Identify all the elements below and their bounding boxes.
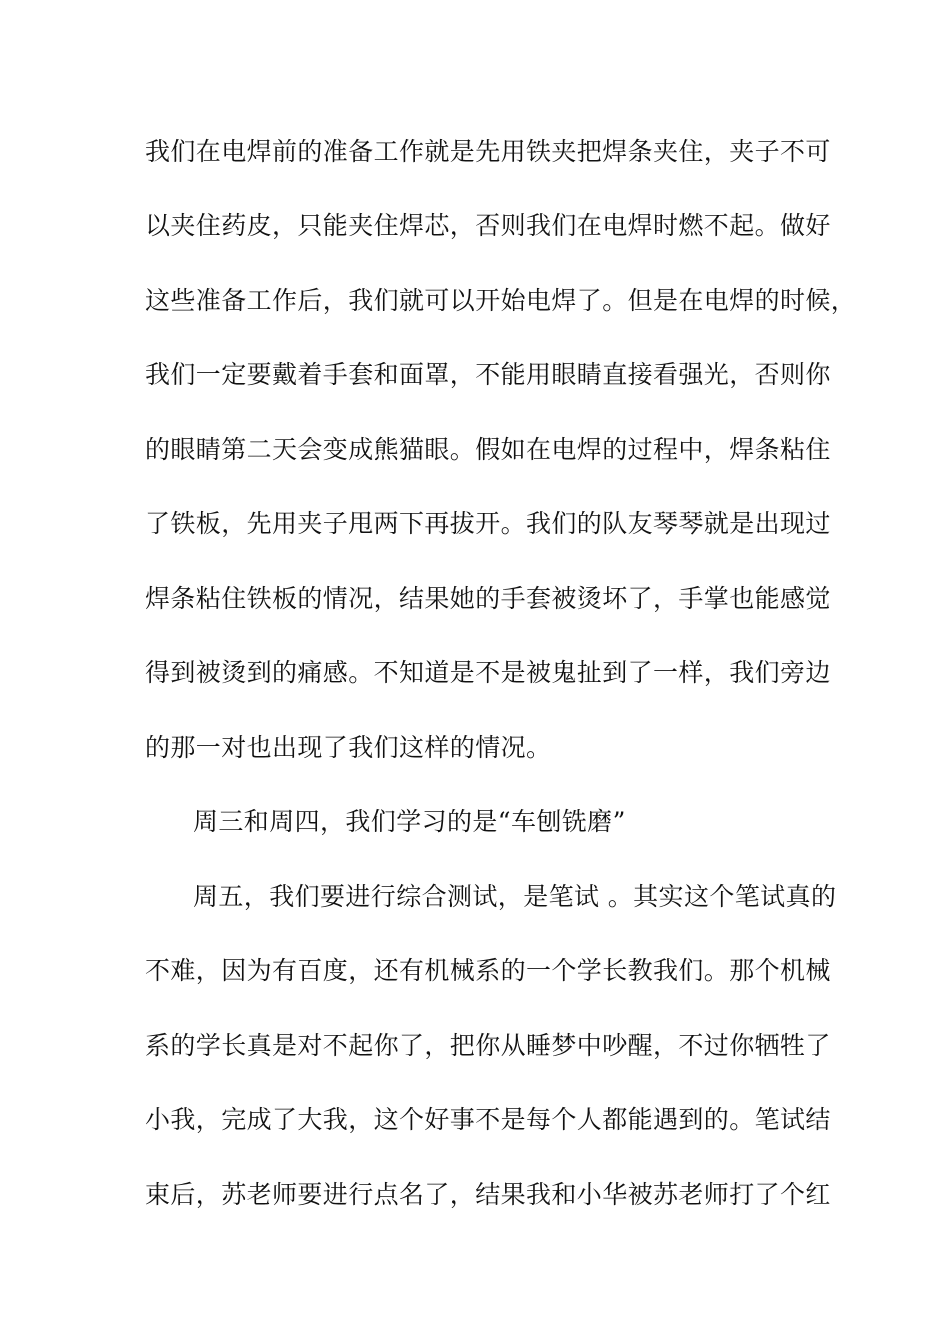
text-line: 我们在电焊前的准备工作就是先用铁夹把焊条夹住，夹子不可 [145,137,831,166]
text-line: 得到被烫到的痛感。不知道是不是被鬼扯到了一样，我们旁边 [145,658,831,687]
text-line: 的眼睛第二天会变成熊猫眼。假如在电焊的过程中，焊条粘住 [145,435,831,464]
text-line: 以夹住药皮，只能夹住焊芯，否则我们在电焊时燃不起。做好 [145,211,831,240]
text-line: 这些准备工作后，我们就可以开始电焊了。但是在电焊的时候， [145,286,857,315]
paragraph-line: 周三和周四，我们学习的是“车刨铣磨” [193,807,626,836]
text-line: 系的学长真是对不起你了，把你从睡梦中吵醒，不过你牺牲了 [145,1031,831,1060]
text-line: 不难，因为有百度，还有机械系的一个学长教我们。那个机械 [145,956,831,985]
text-line: 了铁板，先用夹子甩两下再拔开。我们的队友琴琴就是出现过 [145,509,831,538]
text-line: 的那一对也出现了我们这样的情况。 [145,733,552,762]
text-line: 束后，苏老师要进行点名了，结果我和小华被苏老师打了个红 [145,1180,831,1209]
text-line: 焊条粘住铁板的情况，结果她的手套被烫坏了，手掌也能感觉 [145,584,831,613]
text-line: 我们一定要戴着手套和面罩，不能用眼睛直接看强光，否则你 [145,360,831,389]
paragraph-line: 周五，我们要进行综合测试，是笔试 。其实这个笔试真的 [193,882,837,911]
text-line: 小我，完成了大我，这个好事不是每个人都能遇到的。笔试结 [145,1105,831,1134]
